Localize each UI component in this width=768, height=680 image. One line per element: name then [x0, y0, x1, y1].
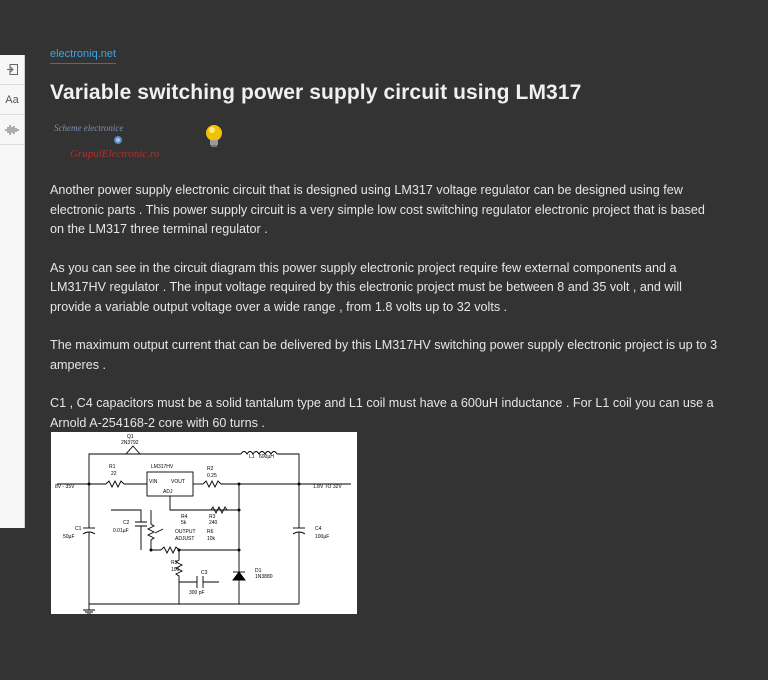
- listen-button[interactable]: [0, 115, 24, 145]
- svg-text:C4: C4: [315, 526, 322, 532]
- article-title: Variable switching power supply circuit using LM317: [50, 81, 582, 104]
- svg-text:ADJ: ADJ: [163, 489, 173, 495]
- svg-text:R1: R1: [109, 464, 116, 470]
- svg-text:R3: R3: [209, 514, 216, 520]
- paragraph-3: The maximum output current that can be delivered by this LM317HV switching power supply electronic project is up to 3 amperes .: [50, 338, 718, 372]
- svg-text:D1: D1: [255, 568, 262, 574]
- article: [50, 44, 720, 433]
- site-link[interactable]: electroniq.net: [50, 48, 116, 64]
- svg-text:8V - 35V: 8V - 35V: [55, 484, 75, 490]
- svg-text:Q1: Q1: [127, 434, 134, 440]
- svg-text:100: 100: [171, 567, 180, 573]
- svg-text:LM317HV: LM317HV: [151, 464, 174, 470]
- paragraph-4: C1 , C4 capacitors must be a solid tantalum type and L1 coil must have a 600uH inductance . For L1 coil you can use a Arnold A-254168-2 core with 60 turns .: [50, 396, 714, 430]
- font-settings-button[interactable]: [0, 85, 24, 115]
- reader-toolbar: [0, 55, 25, 528]
- svg-text:VOUT: VOUT: [171, 479, 185, 485]
- audio-waveform-icon: [5, 124, 19, 136]
- svg-text:ADJUST: ADJUST: [175, 536, 195, 542]
- logo-line1: Scheme electronice: [54, 123, 124, 133]
- svg-text:C1: C1: [75, 526, 82, 532]
- svg-text:0.01µF: 0.01µF: [113, 528, 129, 534]
- svg-text:0.25: 0.25: [207, 473, 217, 479]
- svg-text:1.8V TO 32V: 1.8V TO 32V: [313, 484, 342, 490]
- exit-reader-icon: [6, 63, 19, 76]
- svg-text:600µH: 600µH: [259, 454, 274, 460]
- svg-text:VIN: VIN: [149, 479, 158, 485]
- svg-text:L1: L1: [249, 454, 255, 460]
- svg-text:22: 22: [111, 471, 117, 477]
- logo-line2: GrupulElectronic.ro: [70, 148, 160, 160]
- svg-text:50µF: 50µF: [63, 534, 75, 540]
- svg-text:R5: R5: [171, 560, 178, 566]
- svg-text:OUTPUT: OUTPUT: [175, 529, 196, 535]
- font-settings-label: Aa: [5, 93, 19, 106]
- site-logo: [50, 119, 230, 167]
- svg-text:240: 240: [209, 520, 218, 526]
- svg-text:2N3792: 2N3792: [121, 440, 139, 446]
- svg-text:100µF: 100µF: [315, 534, 330, 540]
- lightbulb-icon: [206, 125, 222, 147]
- svg-text:5k: 5k: [181, 520, 187, 526]
- circuit-diagram: [51, 432, 357, 614]
- svg-text:C3: C3: [201, 570, 208, 576]
- svg-text:1N3880: 1N3880: [255, 574, 273, 580]
- svg-text:R2: R2: [207, 466, 214, 472]
- svg-text:C2: C2: [123, 520, 130, 526]
- svg-text:10k: 10k: [207, 536, 216, 542]
- paragraph-1: Another power supply electronic circuit that is designed using LM317 voltage regulator can be designed using few electronic parts . This power supply circuit is a very simple low cost switching regulator electronic project that is based on the LM317 three terminal regulator .: [50, 183, 705, 236]
- svg-text:R6: R6: [207, 529, 214, 535]
- exit-reader-button[interactable]: [0, 55, 24, 85]
- svg-text:R4: R4: [181, 514, 188, 520]
- svg-text:300 pF: 300 pF: [189, 590, 205, 596]
- paragraph-2: As you can see in the circuit diagram this power supply electronic project require few external components and a LM317HV regulator . The input voltage required by this electronic project must be between 8 and 35 volt , and will provide a variable output voltage over a wide range , from 1.8 volts up to 32 volts .: [50, 260, 682, 314]
